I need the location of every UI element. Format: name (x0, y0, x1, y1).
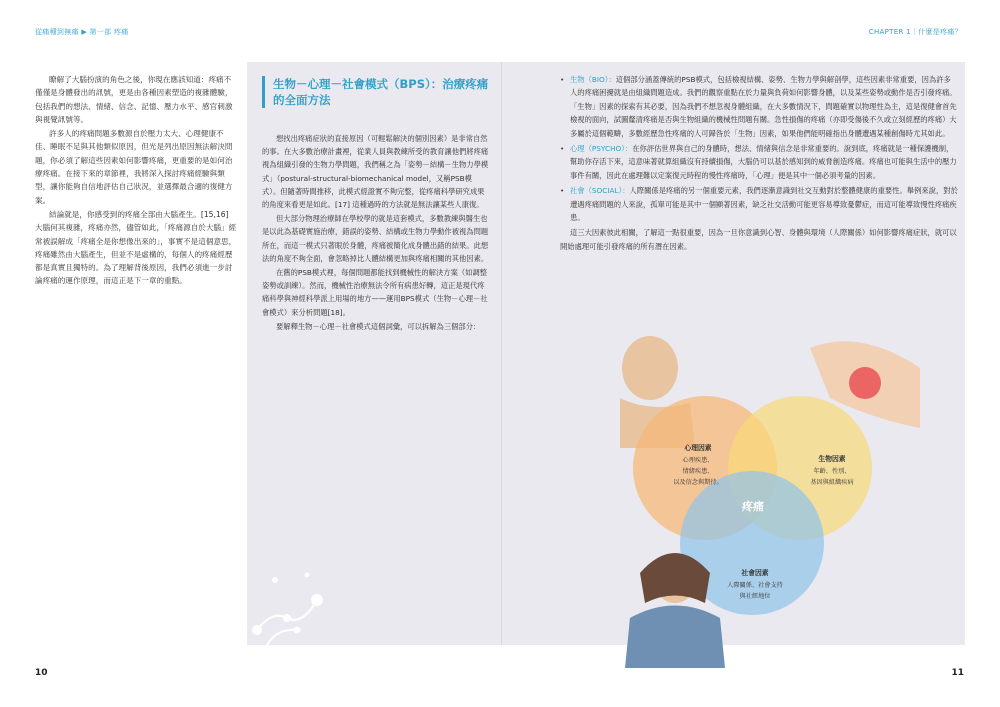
venn-center-label: 疼痛 (742, 500, 764, 513)
running-header-left: 從痛種到無痛 ▶ 第一部 疼痛 (35, 28, 129, 36)
page-number-right: 11 (951, 668, 964, 678)
middle-column (262, 76, 490, 334)
bullet-psycho-label: 心理（PSYCHO）： (570, 144, 633, 154)
bullet-social (560, 184, 958, 224)
venn-social-line-2: 與社經地位 (739, 593, 771, 600)
middle-paragraph-1: 想找出疼痛症狀的直接原因（可輕鬆解決的個別因素）是非常自然的事。在大多數治療計畫裡，從業人員與教練所受的教育讓他們將疼痛視為組織引發的生物力學問題，我們稱之為「姿勢－結構－生物力學模式」（postural-structural-biomechanical model，又稱PSB模式）。但隨著時間推移，此模式經證實不夠完整，從疼痛科學研究成果的角度來看更是如此。[17] 這種過時的方法就是無法讓某些人康復。 (262, 134, 489, 210)
bullet-bio (560, 73, 958, 140)
venn-psych-title: 心理因素 (684, 444, 712, 452)
venn-bio-line-1: 年齡、性別、 (813, 468, 851, 475)
right-column (560, 73, 958, 253)
middle-paragraph-4: 要解釋生物－心理－社會模式這個詞彙，可以拆解為三個部分： (276, 321, 481, 331)
venn-social-line-1: 人際關係、社會支持 (727, 582, 783, 589)
venn-bio-title: 生物因素 (818, 455, 846, 463)
venn-psych-line-3: 以及信念與期待。 (673, 479, 723, 486)
middle-body (262, 132, 490, 333)
bullet-bio-text: 這個部分涵蓋傳統的PSB模式，包括檢視結構、姿勢、生物力學與解剖學，這些因素非常重要，因為許多人的疼痛困擾就是由組織問題造成。我們的觀察重點在於力量與負荷如何影響身體，以及某些姿勢或動作是否引發疼痛。「生物」因素的探索有其必要，因為我們不想忽視身體組織，在大多數情況下，問題確實以物理性為主，這是復健會首先檢視的面向，試圖釐清疼痛是否與生物組織的機械性問題有關。急性損傷的疼痛（亦即受傷後不久或立刻經歷的疼痛）大多屬於這個範疇，多數經歷急性疼痛的人可歸咎於「生物」因素，如果他們能明確指出身體遭遇某種創傷時尤其如此。 (570, 75, 957, 138)
page-number-left: 10 (35, 668, 48, 678)
page-gutter (501, 62, 502, 645)
middle-paragraph-2: 但大部分物理治療師在學校學的就是這套模式，多數教練與醫生也是以此為基礎實施治療，錯誤的姿勢、結構或生物力學動作被視為問題所在，而這一模式只著眼於身體，疼痛被簡化成身體出錯的結果。此想法的角度不夠全面，會忽略掉比人體結構更加與疼痛相關的其他因素。 (262, 214, 489, 263)
section-title: 生物－心理－社會模式（BPS）：治療疼痛的全面方法 (262, 76, 490, 108)
bullet-bio-label: 生物（BIO）： (570, 75, 616, 84)
closing-paragraph: 這三大因素彼此相關，了解這一點很重要，因為一旦你意識到心智、身體與環境（人際關係）如何影響疼痛症狀，就可以開始處理可能引發疼痛的所有潛在因素。 (560, 228, 957, 251)
venn-bio-line-2: 基因與組織疾病 (810, 479, 854, 486)
left-paragraph-2: 許多人的疼痛問題多數源自於壓力太大、心理健康不佳、睡眠不足與其他類似原因，但光是列出原因無法解決問題，你必須了解這些因素如何影響疼痛，更重要的是如何治療疼痛。在接下來的章節裡，我將深入探討疼痛經驗與類型，讓你能夠自信地評估自己狀況，並選擇最合適的復健方案。 (35, 129, 233, 205)
left-paragraph-1: 瞭解了大腦扮演的角色之後，你現在應該知道：疼痛不僅僅是身體發出的訊號，更是由各種因素塑造的複雜體驗，包括我們的想法、情緒、信念、記憶、壓力水平、感官刺激與視覺訊號等。 (35, 75, 233, 124)
bps-venn-diagram (620, 328, 940, 668)
left-paragraph-3: 結論就是，你感受到的疼痛全部由大腦產生。[15,16] 大腦何其複雜，疼痛亦然，儘管如此，「疼痛源自於大腦」經常被誤解成「疼痛全是你想像出來的」，事實不是這個意思，疼痛雖然由大腦產生，但並不是虛構的，每個人的疼痛經歷都是真實且獨特的。為了理解背後原因，我們必須進一步討論疼痛的運作原理，而這正是下一章的重點。 (35, 209, 237, 286)
venn-social-title: 社會因素 (741, 569, 769, 577)
bullet-psycho-text: 在你評估世界與自己的身體時，想法、情緒與信念是非常重要的。說到底，疼痛就是一種保護機制，幫助你存活下來，這意味著就算組織沒有持續損傷，大腦仍可以基於感知到的威脅創造疼痛。疼痛也可能與生活中的壓力事件有關，因此在處理難以定案復元時程的慢性疼痛時，「心理」便是其中一個必須考量的因素。 (570, 144, 957, 180)
venn-psych-line-1: 心理疾患、 (682, 457, 714, 464)
middle-paragraph-3: 在舊的PSB模式裡，每個問題都能找到機械性的解決方案（如調整姿勢或訓練）。然而，機械性治療無法令所有病患好轉，這正是現代疼痛科學與神經科學派上用場的地方——運用BPS模式（生物－心理－社會模式）來分析問題[18]。 (262, 268, 488, 317)
running-header-right: CHAPTER 1｜什麼是疼痛？ (868, 28, 962, 36)
bullet-social-text: 人際關係是疼痛的另一個重要元素，我們逐漸意識到社交互動對於整體健康的重要性。舉例來說，對於遭遇疼痛問題的人來說，孤單可能是其中一個顯著因素，缺乏社交活動可能更容易導致憂鬱症，而這可能導致慢性疼痛疾患。 (570, 186, 958, 223)
venn-psych-line-2: 情緒疾患、 (682, 468, 714, 475)
decorative-molecule-graphic (247, 560, 327, 645)
left-column (35, 73, 238, 289)
bullet-psycho (560, 142, 958, 182)
bullet-social-label: 社會（SOCIAL）： (570, 186, 630, 196)
